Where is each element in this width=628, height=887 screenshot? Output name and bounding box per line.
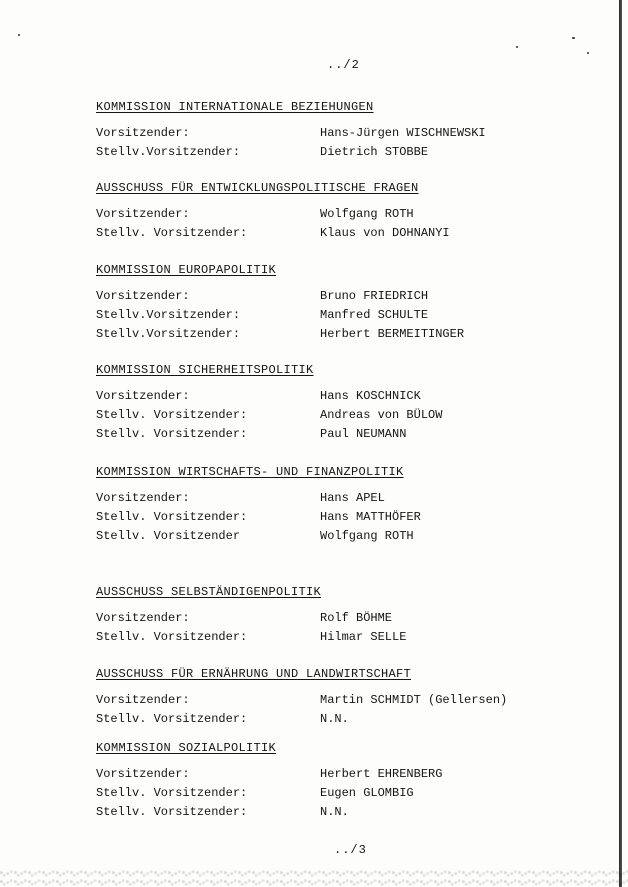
member-name: Wolfgang ROTH	[320, 529, 414, 543]
section-ausschuss-entwicklungspolitische-fragen	[96, 181, 536, 243]
role-label: Vorsitzender:	[96, 289, 190, 303]
section-kommission-europapolitik	[96, 263, 536, 344]
member-name: N.N.	[320, 712, 349, 726]
member-row	[96, 224, 536, 243]
role-label: Vorsitzender:	[96, 767, 190, 781]
member-row	[96, 609, 536, 628]
scan-edge-right	[619, 0, 622, 887]
member-name: Manfred SCHULTE	[320, 308, 429, 322]
section-ausschuss-ernaehrung-landwirtschaft	[96, 667, 536, 729]
member-row	[96, 387, 536, 406]
role-label: Stellv. Vorsitzender:	[96, 786, 248, 800]
member-row	[96, 489, 536, 508]
member-row	[96, 765, 536, 784]
scan-speck	[18, 34, 20, 36]
section-heading: AUSSCHUSS FÜR ERNÄHRUNG UND LANDWIRTSCHAFT	[96, 667, 412, 681]
section-heading: KOMMISSION INTERNATIONALE BEZIEHUNGEN	[96, 100, 374, 114]
member-name: Herbert BERMEITINGER	[320, 327, 465, 341]
member-name: Rolf BÖHME	[320, 611, 393, 625]
member-name: Bruno FRIEDRICH	[320, 289, 429, 303]
member-name: Klaus von DOHNANYI	[320, 226, 450, 240]
member-row	[96, 205, 536, 224]
section-kommission-wirtschafts-finanzpolitik	[96, 465, 536, 546]
member-name: Hans MATTHÖFER	[320, 510, 421, 524]
member-row	[96, 508, 536, 527]
role-label: Stellv. Vorsitzender:	[96, 805, 248, 819]
scan-edge-bottom	[0, 869, 628, 887]
role-label: Stellv.Vorsitzender:	[96, 308, 241, 322]
section-heading: AUSSCHUSS FÜR ENTWICKLUNGSPOLITISCHE FRAGEN	[96, 181, 419, 195]
section-heading: KOMMISSION SICHERHEITSPOLITIK	[96, 363, 314, 377]
role-label: Vorsitzender:	[96, 693, 190, 707]
role-label: Stellv.Vorsitzender:	[96, 145, 241, 159]
member-row	[96, 784, 536, 803]
role-label: Stellv. Vorsitzender:	[96, 712, 248, 726]
role-label: Stellv. Vorsitzender:	[96, 226, 248, 240]
section-heading: KOMMISSION EUROPAPOLITIK	[96, 263, 277, 277]
member-row	[96, 710, 536, 729]
role-label: Stellv.Vorsitzender:	[96, 327, 241, 341]
footer-page-number: ../3	[334, 843, 367, 857]
member-row	[96, 628, 536, 647]
scan-speck	[572, 37, 575, 39]
section-ausschuss-selbstaendigenpolitik	[96, 585, 536, 647]
role-label: Stellv. Vorsitzender:	[96, 510, 248, 524]
member-row	[96, 124, 536, 143]
member-row	[96, 691, 536, 710]
member-row	[96, 143, 536, 162]
member-name: Andreas von BÜLOW	[320, 408, 443, 422]
member-row	[96, 325, 536, 344]
member-row	[96, 287, 536, 306]
member-row	[96, 406, 536, 425]
member-name: Hans KOSCHNICK	[320, 389, 421, 403]
member-name: Martin SCHMIDT (Gellersen)	[320, 693, 508, 707]
member-name: Dietrich STOBBE	[320, 145, 429, 159]
role-label: Stellv. Vorsitzender	[96, 529, 241, 543]
role-label: Stellv. Vorsitzender:	[96, 427, 248, 441]
role-label: Stellv. Vorsitzender:	[96, 408, 248, 422]
member-name: Hilmar SELLE	[320, 630, 407, 644]
member-name: Wolfgang ROTH	[320, 207, 414, 221]
member-name: Eugen GLOMBIG	[320, 786, 414, 800]
scan-speck	[516, 46, 518, 48]
section-kommission-sicherheitspolitik	[96, 363, 536, 444]
section-heading: AUSSCHUSS SELBSTÄNDIGENPOLITIK	[96, 585, 322, 599]
member-name: N.N.	[320, 805, 349, 819]
member-row	[96, 803, 536, 822]
section-heading: KOMMISSION SOZIALPOLITIK	[96, 741, 277, 755]
member-row	[96, 527, 536, 546]
header-page-number: ../2	[327, 58, 360, 72]
scan-speck	[587, 52, 589, 54]
section-kommission-internationale-beziehungen	[96, 100, 536, 162]
member-name: Paul NEUMANN	[320, 427, 407, 441]
role-label: Vorsitzender:	[96, 611, 190, 625]
role-label: Vorsitzender:	[96, 491, 190, 505]
member-name: Hans APEL	[320, 491, 385, 505]
role-label: Vorsitzender:	[96, 126, 190, 140]
section-kommission-sozialpolitik	[96, 741, 536, 822]
role-label: Vorsitzender:	[96, 207, 190, 221]
member-name: Herbert EHRENBERG	[320, 767, 443, 781]
member-name: Hans-Jürgen WISCHNEWSKI	[320, 126, 486, 140]
section-heading: KOMMISSION WIRTSCHAFTS- UND FINANZPOLITIK	[96, 465, 404, 479]
role-label: Vorsitzender:	[96, 389, 190, 403]
member-row	[96, 425, 536, 444]
member-row	[96, 306, 536, 325]
role-label: Stellv. Vorsitzender:	[96, 630, 248, 644]
